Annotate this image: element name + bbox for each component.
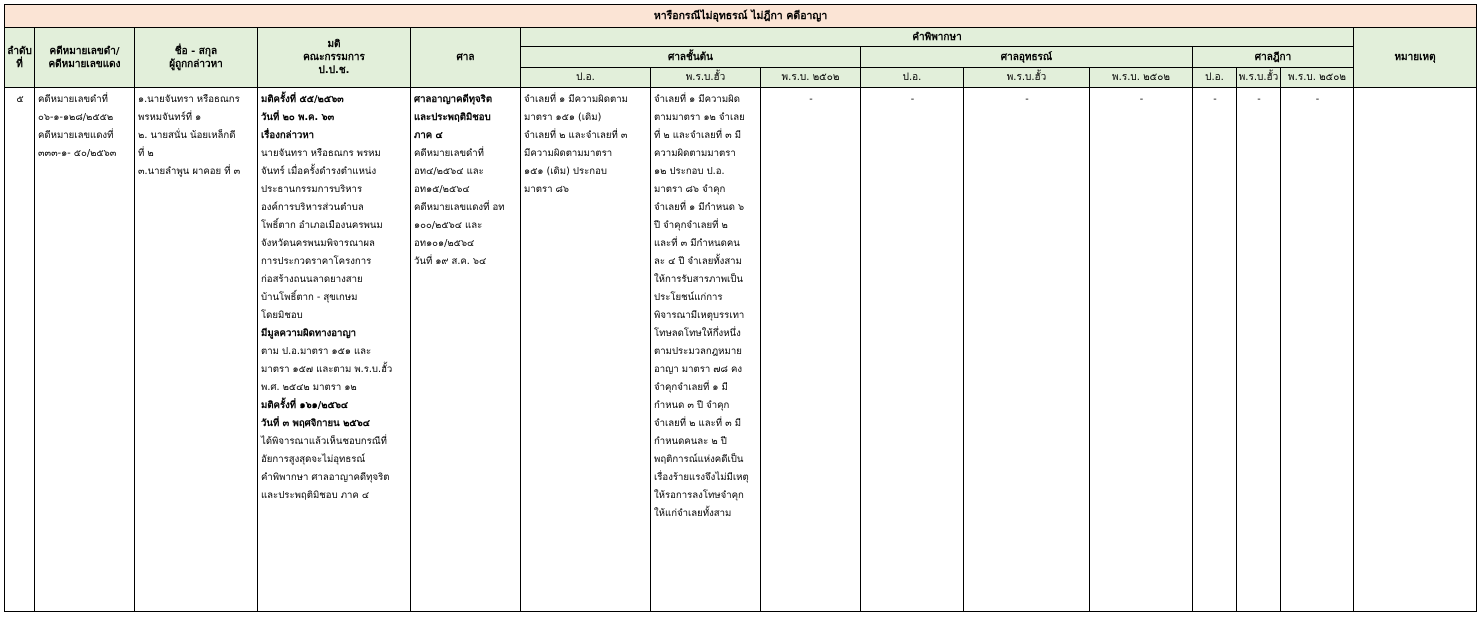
text-line: คดีหมายเลขดำที่	[414, 148, 484, 159]
text-line: มาตรา ๑๕๗ และตาม พ.ร.บ.ฮั้ว	[261, 364, 393, 375]
text-line: ให้แก่จำเลยทั้งสาม	[654, 508, 732, 519]
text-line: พ.ศ. ๒๕๔๒ มาตรา ๑๒	[261, 382, 357, 393]
text-line: บ้านโพธิ์ตาก - สุขเกษม	[261, 292, 358, 303]
header-case-number: คดีหมายเลขดำ/ คดีหมายเลขแดง	[35, 28, 135, 88]
text-line: เรื่องร้ายแรงจึงไม่มีเหตุ	[654, 472, 749, 483]
text-line: มาตรา ๑๕๑ (เดิม)	[524, 112, 602, 123]
text-line: พิจารณามีเหตุบรรเทา	[654, 310, 745, 321]
text-line: ปี จำคุกจำเลยที่ ๒	[654, 220, 728, 231]
text-line: เรื่องกล่าวหา	[261, 130, 315, 141]
header-appeal-prb2502: พ.ร.บ. ๒๕๐๒	[1090, 68, 1193, 88]
text-line: องค์การบริหารส่วนตำบล	[261, 202, 364, 213]
text-line: ๑๒ ประกอบ ป.อ.	[654, 166, 725, 177]
text-line: มาตรา ๘๖	[524, 184, 570, 195]
text-line: จำเลยที่ ๑ มีความผิดตาม	[524, 94, 628, 105]
header-first-pa: ป.อ.	[521, 68, 651, 88]
header-no: ลำดับ ที่	[5, 28, 35, 88]
text-line: ประโยชน์แก่การ	[654, 292, 723, 303]
cell-supreme-prb: -	[1237, 88, 1281, 612]
header-supreme-pa: ป.อ.	[1193, 68, 1237, 88]
text-line: วันที่ ๓ พฤศจิกายน ๒๕๖๔	[261, 418, 371, 429]
cell-first-pa	[521, 88, 651, 612]
text-line: ภาค ๔	[414, 130, 443, 141]
text-line: จำเลยที่ ๒ และจำเลยที่ ๓	[524, 130, 628, 141]
text-line: ก่อสร้างถนนลาดยางสาย	[261, 274, 363, 285]
text-line: ละ ๔ ปี จำเลยทั้งสาม	[654, 256, 742, 267]
text-line: ที่ ๒ และจำเลยที่ ๓ มี	[654, 130, 742, 141]
text-line: ประธานกรรมการบริหาร	[261, 184, 363, 195]
header-appeal-court: ศาลอุทธรณ์	[861, 47, 1193, 68]
cell-supreme-prb2502: -	[1281, 88, 1354, 612]
text-line: อัยการสูงสุดจะไม่อุทธรณ์	[261, 454, 366, 465]
header-accused-name: ชื่อ - สกุล ผู้ถูกกล่าวหา	[135, 28, 258, 88]
case-table	[4, 4, 1477, 612]
header-appeal-prb: พ.ร.บ.ฮั้ว	[964, 68, 1090, 88]
text-line: และประพฤติมิชอบ	[414, 112, 491, 123]
text-line: วันที่ ๑๙ ส.ค. ๖๔	[414, 256, 487, 267]
cell-case-number: คดีหมายเลขดำที่ ๐๖-๑-๑๒๘/๒๕๕๒ คดีหมายเลขแดงที่ ๓๓๓-๑- ๕๐/๒๕๖๓	[35, 88, 135, 612]
text-line: จันทร์ เมื่อครั้งดำรงตำแหน่ง	[261, 166, 377, 177]
text-line: ได้พิจารณาแล้วเห็นชอบกรณีที่	[261, 436, 387, 447]
cell-no: ๕	[5, 88, 35, 612]
header-first-prb: พ.ร.บ.ฮั้ว	[651, 68, 761, 88]
text-line: นายจันทรา หรือธณกร พรหม	[261, 148, 381, 159]
table-row	[5, 88, 1477, 612]
text-line: มีความผิดตามมาตรา	[524, 148, 613, 159]
text-line: ๑๐๐/๒๕๖๔ และ	[414, 220, 483, 231]
text-line: จำเลยที่ ๑ มีความผิด	[654, 94, 740, 105]
header-appeal-pa: ป.อ.	[861, 68, 964, 88]
cell-appeal-pa: -	[861, 88, 964, 612]
table-title: หารือกรณีไม่อุทธรณ์ ไม่ฎีกา คดีอาญา	[5, 5, 1477, 28]
text-line: มาตรา ๘๖ จำคุก	[654, 184, 726, 195]
cell-accused-name: ๑.นายจันทรา หรือธณกร พรหมจันทร์ที่ ๑ ๒. นายสนั่น น้อยเหล็กดี ที่ ๒ ๓.นายลำพูน ผาคอย ที่ ๓	[135, 88, 258, 612]
text-line: ๑๕๑ (เดิม) ประกอบ	[524, 166, 607, 177]
text-line: อท๑๕/๒๕๖๔	[414, 184, 470, 195]
text-line: จำเลยที่ ๑ มีกำหนด ๖	[654, 202, 745, 213]
text-line: คำพิพากษา ศาลอาญาคดีทุจริต	[261, 472, 390, 483]
cell-supreme-pa: -	[1193, 88, 1237, 612]
text-line: กำหนด ๓ ปี จำคุก	[654, 400, 730, 411]
text-line: จำคุกจำเลยที่ ๑ มี	[654, 382, 728, 393]
text-line: โดยมิชอบ	[261, 310, 303, 321]
text-line: โพธิ์ตาก อำเภอเมืองนครพนม	[261, 220, 383, 231]
text-line: โทษลดโทษให้กึ่งหนึ่ง	[654, 328, 741, 339]
cell-appeal-prb: -	[964, 88, 1090, 612]
text-line: อาญา มาตรา ๗๘ คง	[654, 364, 743, 375]
text-line: การประกวดราคาโครงการ	[261, 256, 372, 267]
cell-remark	[1354, 88, 1477, 612]
text-line: ตามมาตรา ๑๒ จำเลย	[654, 112, 745, 123]
header-first-prb2502: พ.ร.บ. ๒๕๐๒	[761, 68, 861, 88]
header-remark: หมายเหตุ	[1354, 28, 1477, 88]
text-line: มีมูลความผิดทางอาญา	[261, 328, 357, 339]
text-line: มติครั้งที่ ๑๖๑/๒๕๖๔	[261, 400, 349, 411]
text-line: อท๔/๒๕๖๔ และ	[414, 166, 484, 177]
text-line: มติครั้งที่ ๕๕/๒๕๖๓	[261, 94, 344, 105]
header-supreme-prb: พ.ร.บ.ฮั้ว	[1237, 68, 1281, 88]
cell-first-prb	[651, 88, 761, 612]
header-judgment: คำพิพากษา	[521, 28, 1354, 47]
text-line: คดีหมายเลขแดงที่ อท	[414, 202, 505, 213]
text-line: ความผิดตามมาตรา	[654, 148, 736, 159]
text-line: จังหวัดนครพนมพิจารณาผล	[261, 238, 375, 249]
text-line: และที่ ๓ มีกำหนดคน	[654, 238, 740, 249]
text-line: ให้การรับสารภาพเป็น	[654, 274, 743, 285]
spreadsheet-sheet	[4, 4, 1477, 612]
text-line: อท๑๐๑/๒๕๖๔	[414, 238, 475, 249]
header-first-court: ศาลชั้นต้น	[521, 47, 861, 68]
text-line: ให้รอการลงโทษจำคุก	[654, 490, 744, 501]
cell-committee-resolution	[258, 88, 411, 612]
text-line: ศาลอาญาคดีทุจริต	[414, 94, 493, 105]
text-line: ตามประมวลกฎหมาย	[654, 346, 742, 357]
text-line: ตาม ป.อ.มาตรา ๑๕๑ และ	[261, 346, 372, 357]
text-line: และประพฤติมิชอบ ภาค ๔	[261, 490, 370, 501]
header-court: ศาล	[411, 28, 521, 88]
text-line: วันที่ ๒๐ พ.ค. ๖๓	[261, 112, 335, 123]
text-line: พฤติการณ์แห่งคดีเป็น	[654, 454, 744, 465]
header-supreme-court: ศาลฎีกา	[1193, 47, 1354, 68]
text-line: จำเลยที่ ๒ และที่ ๓ มี	[654, 418, 742, 429]
text-line: กำหนดคนละ ๒ ปี	[654, 436, 727, 447]
cell-court	[411, 88, 521, 612]
cell-first-prb2502: -	[761, 88, 861, 612]
header-committee-resolution: มติ คณะกรรมการ ป.ป.ช.	[258, 28, 411, 88]
cell-appeal-prb2502: -	[1090, 88, 1193, 612]
header-supreme-prb2502: พ.ร.บ. ๒๕๐๒	[1281, 68, 1354, 88]
